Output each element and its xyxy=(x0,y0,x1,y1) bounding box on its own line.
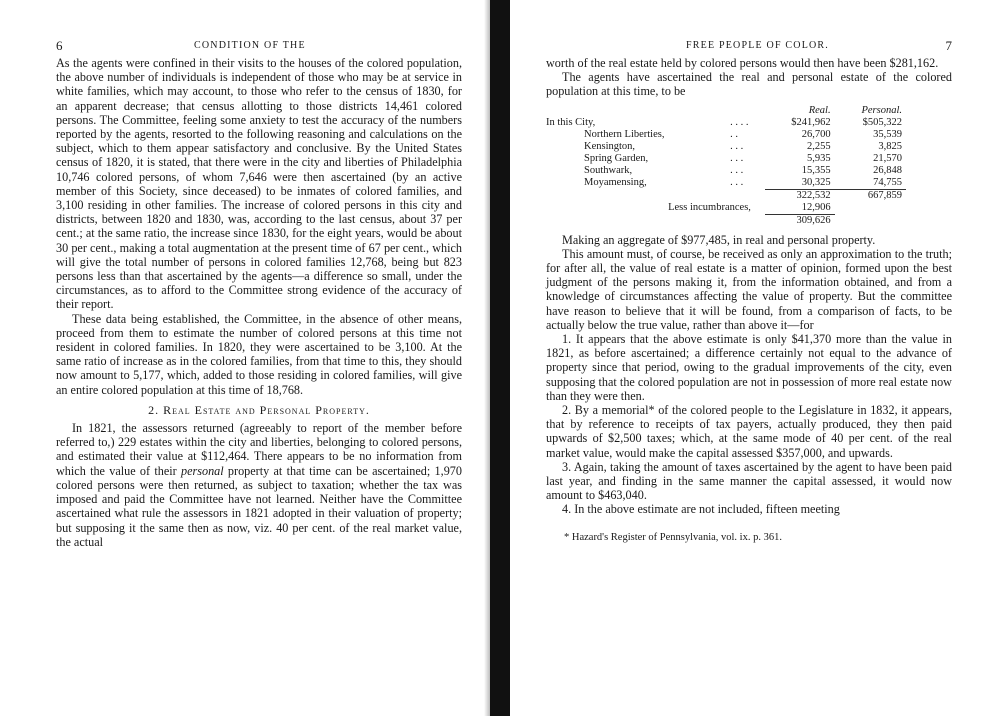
paragraph: As the agents were confined in their visits to the houses of the colored population, the above number of individuals is independent of those who may be at service in white families, which may account, to those who refer to the census of 1830, for an apparent decrease; that census allotting to those districts 14,461 colored persons. The Committee, feeling some anxiety to test the accuracy of the numbers reported by the agents, resorted to the following reasoning and calculations on the subject, which to them appear satisfactory and conclusive. By the United States census of 1820, it is stated, that there were in the city and liberties of Philadelphia 10,746 colored persons, of whom 7,646 were then ascertained (by an active member of this Society, since deceased) to be inmates of colored families, and 3,100 residing in other families. The increase of colored persons in this city and districts, between 1820 and 1830, was, according to the last census, about 37 per cent.; at the same ratio, the increase since 1830, for the eight years, would be about 30 per cent., making a total augmentation at the present time of 67 per cent., which will give the total number of persons in colored families 12,768, being but 823 persons less than that ascertained by the agents—a difference so small, under the circumstances, as to afford to the Committee strong evidence of the accuracy of their report. xyxy=(56,56,462,312)
row-leader-dots: . . . xyxy=(730,152,744,164)
subtotal-real: 322,532 xyxy=(765,189,835,202)
subtotal-personal: 667,859 xyxy=(835,189,906,202)
table-row xyxy=(546,141,906,153)
section-heading: 2. Real Estate and Personal Property. xyxy=(148,402,370,417)
right-page xyxy=(510,0,1000,716)
paragraph: The agents have ascertained the real and personal estate of the colored population at this time, to be xyxy=(546,70,952,99)
paragraph-text: In 1821, the assessors returned (agreeably to report of the member before referred to,) 229 estates within the city and liberties, belonging to colored persons, and estimated their value at $112,464. There appears to be no information from which the value of their xyxy=(56,421,462,478)
row-leader-dots: . . . xyxy=(730,176,744,188)
row-real-value: 26,700 xyxy=(801,128,831,140)
row-personal-value: 35,539 xyxy=(873,128,902,140)
row-personal-value: $505,322 xyxy=(862,116,902,128)
row-personal-value: 26,848 xyxy=(873,164,902,176)
table-row xyxy=(546,177,906,190)
subtotal-row xyxy=(546,189,906,202)
table-row xyxy=(546,129,906,141)
table-row xyxy=(546,165,906,177)
left-body-text xyxy=(56,56,462,549)
right-running-head xyxy=(546,38,952,56)
row-location: In this City, xyxy=(546,116,596,128)
paragraph: Making an aggregate of $977,485, in real and personal property. xyxy=(562,232,876,247)
row-location: Southwark, xyxy=(584,164,633,176)
row-leader-dots: . . . . xyxy=(730,116,749,128)
paragraph: worth of the real estate held by colored persons would then have been $281,162. xyxy=(546,56,939,70)
column-header-personal: Personal. xyxy=(861,104,902,116)
table-row xyxy=(546,117,906,129)
table-header-row xyxy=(546,105,906,117)
paragraph xyxy=(56,421,462,549)
row-real-value: 15,355 xyxy=(801,164,831,176)
row-location: Moyamensing, xyxy=(584,176,647,188)
left-running-head xyxy=(56,38,462,56)
incumbrances-label: Less incumbrances, xyxy=(668,201,751,213)
net-real: 309,626 xyxy=(765,214,835,227)
row-leader-dots: . . xyxy=(730,128,738,140)
paragraph-text: property at that time can be ascertained; 1,970 colored persons were then returned, as subject to taxation; whether the tax was imposed and paid the Committee have not learned. Neither have the Committee ascertained what rule the assessors in 1821 adopted in their valuation of property; but supposing it the same then as now, viz. 40 per cent. of the real market value, the actual xyxy=(56,463,462,549)
row-real-value: $241,962 xyxy=(791,116,831,128)
row-real-value: 5,935 xyxy=(806,152,831,164)
column-header-real: Real. xyxy=(808,104,831,116)
net-total-row xyxy=(546,214,906,227)
row-personal-value: 21,570 xyxy=(873,152,902,164)
row-personal-value: 74,755 xyxy=(873,176,902,188)
paragraph: 1. It appears that the above estimate is only $41,370 more than the value in 1821, as before ascertained; a difference certainly not equal to the advance of property since that period, owing to the gradual improvements of the city, even supposing that the colored population are not in possession of more real estate now than they were then. xyxy=(546,332,952,403)
paragraph: This amount must, of course, be received as only an approximation to the truth; for after all, the value of real estate is a matter of opinion, formed upon the best judgment of the persons making it, from the information obtained, and from a knowledge of circumstances affecting the value of property. But the committee have reason to believe that it will be found, from a comparison of facts, to be actually below the true value, rather than above it—for xyxy=(546,246,952,332)
row-personal-value: 3,825 xyxy=(878,140,902,152)
paragraph: These data being established, the Committee, in the absence of other means, proceed from them to estimate the number of colored persons at this time not resident in colored families. In 1820, they were ascertained to be 3,100. At the same ratio of increase as in the colored families, from that time to this, they should now amount to 5,177, which, added to those residing in colored families, will give an entire colored population at this time of 18,768. xyxy=(56,311,462,397)
incumbrances-row xyxy=(546,202,906,215)
right-page-number: 7 xyxy=(945,38,952,53)
row-real-value: 30,325 xyxy=(801,176,831,188)
right-running-title: FREE PEOPLE OF COLOR. xyxy=(686,40,829,51)
left-running-title: CONDITION OF THE xyxy=(194,40,306,51)
row-real-value: 2,255 xyxy=(806,140,831,152)
left-page xyxy=(0,0,490,716)
table-row xyxy=(546,153,906,165)
row-location: Spring Garden, xyxy=(584,152,649,164)
footnote: * Hazard's Register of Pennsylvania, vol. ix. p. 361. xyxy=(564,531,782,543)
right-body-text xyxy=(546,56,952,545)
paragraph: 2. By a memorial* of the colored people to the Legislature in 1832, it appears, that by reference to receipts of tax payers, actually produced, they then paid upwards of $2,500 taxes; which, at the same mode of 40 per cent. of the real market value, would make the capital assessed $357,000, and upwards. xyxy=(546,403,952,460)
left-page-number: 6 xyxy=(56,38,63,53)
paragraph: 4. In the above estimate are not included, fifteen meeting xyxy=(562,502,840,517)
paragraph: 3. Again, taking the amount of taxes ascertained by the agent to have been paid last year, and finding in the same manner the capital assessed, it would now amount to $463,040. xyxy=(546,459,952,503)
row-leader-dots: . . . xyxy=(730,140,744,152)
property-table xyxy=(546,105,906,227)
row-leader-dots: . . . xyxy=(730,164,744,176)
italic-word: personal xyxy=(180,463,224,478)
incumbrances-real: 12,906 xyxy=(801,201,831,213)
row-location: Kensington, xyxy=(584,140,636,152)
book-spine xyxy=(490,0,510,716)
row-location: Northern Liberties, xyxy=(584,128,665,140)
